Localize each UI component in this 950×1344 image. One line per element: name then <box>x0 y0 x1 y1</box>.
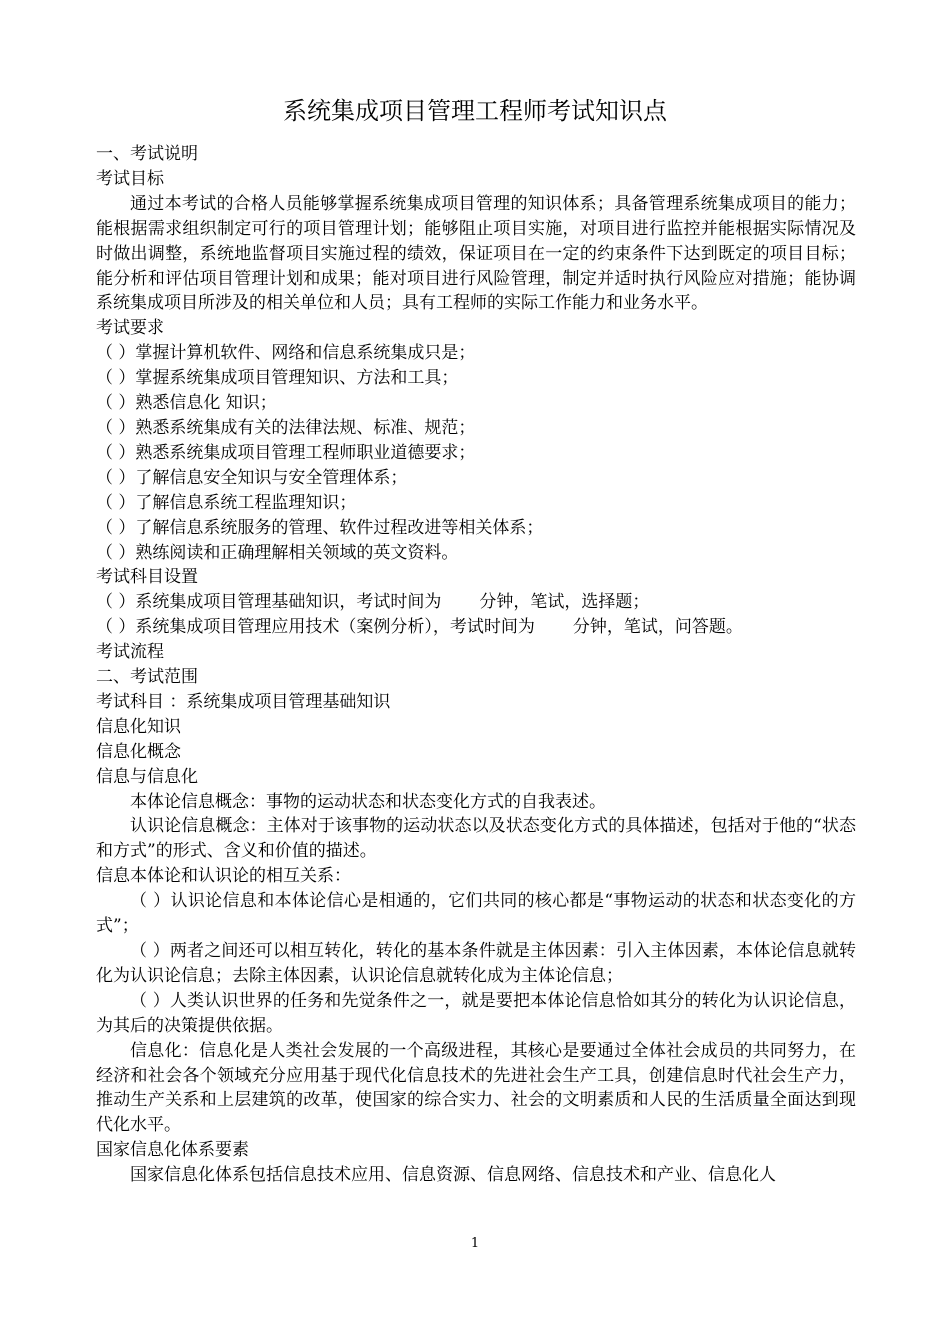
requirement-item: （ ）了解信息安全知识与安全管理体系； <box>96 467 408 488</box>
subheading-informatization-knowledge: 信息化知识 <box>96 716 181 737</box>
document-body <box>96 142 856 1188</box>
section-heading-exam-scope: 二、考试范围 <box>96 667 198 688</box>
subheading-exam-flow: 考试流程 <box>96 642 164 663</box>
document-title: 系统集成项目管理工程师考试知识点 <box>283 97 667 125</box>
exam-subject-line: 考试科目 ：系统集成项目管理基础知识 <box>96 691 391 712</box>
page-number: 1 <box>470 1236 480 1251</box>
requirement-item: （ ）熟练阅读和正确理解相关领域的英文资料。 <box>96 542 459 563</box>
subheading-informatization-concept: 信息化概念 <box>96 741 181 762</box>
section-heading-exam-description: 一、考试说明 <box>96 144 198 164</box>
epistemology-definition: 认识论信息概念：主体对于该事物的运动状态以及状态变化方式的具体描述，包括对于他的“状态和方式”的形式、含义和价值的描述。 <box>96 816 856 862</box>
relation-heading: 信息本体论和认识论的相互关系： <box>96 866 351 887</box>
relation-item: （ ）两者之间还可以相互转化，转化的基本条件就是主体因素：引入主体因素，本体论信息就转化为认识论信息；去除主体因素，认识论信息就转化成为主体论信息； <box>96 941 856 986</box>
subject-item <box>96 615 856 640</box>
requirement-item: （ ）了解信息系统工程监理知识； <box>96 492 357 513</box>
subheading-exam-requirements: 考试要求 <box>96 318 164 339</box>
informatization-definition: 信息化：信息化是人类社会发展的一个高级进程，其核心是要通过全体社会成员的共同努力，在经济和社会各个领域充分应用基于现代化信息技术的先进社会生产工具，创建信息时代社会生产力，推动生产关系和上层建筑的改革，使国家的综合实力、社会的文明素质和人民的生活质量全面达到现代化水平。 <box>96 1040 856 1136</box>
subheading-exam-goal: 考试目标 <box>96 168 164 189</box>
requirement-item: （ ）熟悉信息化 知识； <box>96 393 277 414</box>
requirement-item: （ ）熟悉系统集成有关的法律法规、标准、规范； <box>96 417 476 438</box>
ontology-definition: 本体论信息概念：事物的运动状态和状态变化方式的自我表述。 <box>130 791 606 812</box>
subject-item-text: （ ）系统集成项目管理应用技术（案例分析），考试时间为 <box>96 617 535 638</box>
subject-item-text: （ ）系统集成项目管理基础知识，考试时间为 <box>96 592 442 613</box>
exam-goal-paragraph: 通过本考试的合格人员能够掌握系统集成项目管理的知识体系；具备管理系统集成项目的能力；能根据需求组织制定可行的项目管理计划；能够阻止项目实施，对项目进行监控并能根据实际情况及时做出调整，系统地监督项目实施过程的绩效，保证项目在一定的约束条件下达到既定的项目目标；能分析和评估项目管理计划和成果；能对项目进行风险管理，制定并适时执行风险应对措施；能协调系统集成项目所涉及的相关单位和人员；具有工程师的实际工作能力和业务水平。 <box>96 193 856 314</box>
requirement-item: （ ）掌握系统集成项目管理知识、方法和工具； <box>96 368 459 389</box>
relation-item: （ ）认识论信息和本体论信心是相通的，它们共同的核心都是“事物运动的状态和状态变化的方式”； <box>96 891 856 937</box>
subheading-national-system: 国家信息化体系要素 <box>96 1140 249 1161</box>
requirement-item: （ ）掌握计算机软件、网络和信息系统集成只是； <box>96 343 476 364</box>
national-system-paragraph: 国家信息化体系包括信息技术应用、信息资源、信息网络、信息技术和产业、信息化人 <box>130 1165 776 1186</box>
subject-item <box>96 590 856 615</box>
subheading-exam-subjects: 考试科目设置 <box>96 567 198 588</box>
requirement-item: （ ）熟悉系统集成项目管理工程师职业道德要求； <box>96 442 476 463</box>
requirements-list <box>96 341 856 565</box>
subject-item-text: 分钟，笔试，问答题。 <box>572 617 743 638</box>
subheading-info-and-informatization: 信息与信息化 <box>96 766 198 787</box>
subject-item-text: 分钟，笔试，选择题； <box>479 592 650 613</box>
requirement-item: （ ）了解信息系统服务的管理、软件过程改进等相关体系； <box>96 517 544 538</box>
relation-item: （ ）人类认识世界的任务和先觉条件之一，就是要把本体论信息恰如其分的转化为认识论信息，为其后的决策提供依据。 <box>96 990 856 1036</box>
